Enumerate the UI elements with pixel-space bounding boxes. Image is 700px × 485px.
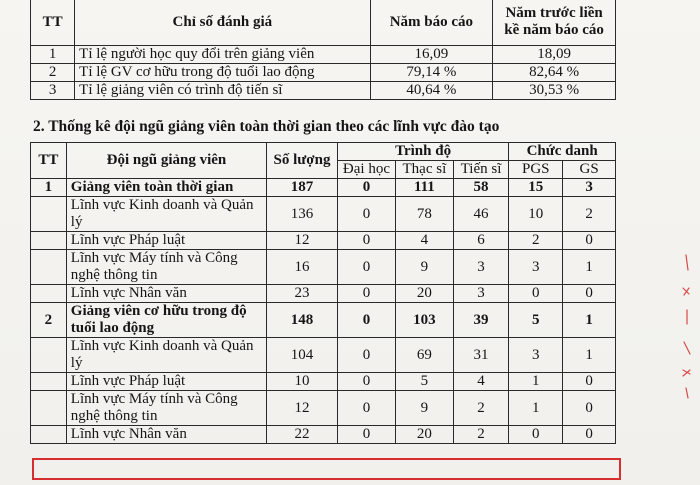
staff-row <box>31 303 616 338</box>
row-doctor: 3 <box>453 285 509 303</box>
col-pgs: PGS <box>509 161 563 179</box>
summary-row <box>31 82 616 100</box>
row-gs: 0 <box>563 426 616 444</box>
row-gs: 0 <box>563 285 616 303</box>
row-current: 79,14 % <box>370 64 493 82</box>
row-tt <box>31 426 67 444</box>
staff-row <box>31 232 616 250</box>
staff-row <box>31 426 616 444</box>
row-current: 40,64 % <box>370 82 493 100</box>
row-master: 5 <box>396 373 454 391</box>
staff-row <box>31 338 616 373</box>
staff-row <box>31 373 616 391</box>
staff-header-row <box>31 143 616 161</box>
row-name: Tỉ lệ người học quy đổi trên giảng viên <box>75 46 370 64</box>
row-gs: 1 <box>563 250 616 285</box>
staff-row <box>31 250 616 285</box>
row-name: Lĩnh vực Pháp luật <box>66 232 266 250</box>
col-tt: TT <box>31 0 75 46</box>
row-tt: 3 <box>31 82 75 100</box>
row-previous: 30,53 % <box>493 82 616 100</box>
row-doctor: 6 <box>453 232 509 250</box>
col-previous-year: Năm trước liền kề năm báo cáo <box>493 0 616 46</box>
col-quantity: Số lượng <box>267 143 338 179</box>
row-name: Lĩnh vực Máy tính và Công nghệ thông tin <box>66 391 266 426</box>
col-title-group: Chức danh <box>509 143 616 161</box>
row-name: Lĩnh vực Nhân văn <box>66 285 266 303</box>
row-previous: 82,64 % <box>493 64 616 82</box>
row-doctor: 2 <box>453 426 509 444</box>
row-pgs: 2 <box>509 232 563 250</box>
row-tt: 2 <box>31 303 67 338</box>
row-university: 0 <box>337 338 395 373</box>
row-doctor: 3 <box>453 250 509 285</box>
row-gs: 0 <box>563 373 616 391</box>
row-master: 20 <box>396 285 454 303</box>
staff-table <box>30 142 616 444</box>
row-previous: 18,09 <box>493 46 616 64</box>
margin-marks <box>678 250 696 400</box>
row-tt <box>31 232 67 250</box>
col-level-group: Trình độ <box>337 143 508 161</box>
row-quantity: 23 <box>267 285 338 303</box>
row-name: Tỉ lệ giảng viên có trình độ tiến sĩ <box>75 82 370 100</box>
row-quantity: 22 <box>267 426 338 444</box>
row-doctor: 2 <box>453 391 509 426</box>
row-name: Lĩnh vực Kinh doanh và Quản lý <box>66 338 266 373</box>
summary-row <box>31 46 616 64</box>
row-pgs: 0 <box>509 285 563 303</box>
staff-row <box>31 391 616 426</box>
row-name: Lĩnh vực Kinh doanh và Quản lý <box>66 197 266 232</box>
col-staff: Đội ngũ giảng viên <box>66 143 266 179</box>
row-tt <box>31 285 67 303</box>
row-gs: 0 <box>563 391 616 426</box>
row-university: 0 <box>337 197 395 232</box>
summary-row <box>31 64 616 82</box>
row-pgs: 10 <box>509 197 563 232</box>
row-gs: 3 <box>563 179 616 197</box>
row-name: Giảng viên cơ hữu trong độ tuổi lao động <box>66 303 266 338</box>
row-pgs: 15 <box>509 179 563 197</box>
col-indicator: Chỉ số đánh giá <box>75 0 370 46</box>
row-doctor: 4 <box>453 373 509 391</box>
row-name: Lĩnh vực Pháp luật <box>66 373 266 391</box>
staff-row <box>31 179 616 197</box>
row-master: 9 <box>396 250 454 285</box>
row-quantity: 10 <box>267 373 338 391</box>
row-quantity: 148 <box>267 303 338 338</box>
row-tt <box>31 197 67 232</box>
row-current: 16,09 <box>370 46 493 64</box>
col-tt: TT <box>31 143 67 179</box>
row-tt <box>31 373 67 391</box>
col-doctor: Tiến sĩ <box>453 161 509 179</box>
row-tt: 1 <box>31 179 67 197</box>
row-university: 0 <box>337 303 395 338</box>
row-university: 0 <box>337 391 395 426</box>
row-pgs: 1 <box>509 373 563 391</box>
summary-header-row <box>31 0 616 46</box>
section-heading: 2. Thống kê đội ngũ giảng viên toàn thời gian theo các lĩnh vực đào tạo <box>33 118 500 135</box>
row-tt <box>31 391 67 426</box>
row-pgs: 3 <box>509 338 563 373</box>
row-gs: 1 <box>563 338 616 373</box>
row-doctor: 58 <box>453 179 509 197</box>
row-quantity: 12 <box>267 391 338 426</box>
row-quantity: 16 <box>267 250 338 285</box>
summary-table <box>30 0 616 100</box>
highlight-box <box>32 458 621 480</box>
staff-row <box>31 197 616 232</box>
row-master: 78 <box>396 197 454 232</box>
row-tt: 2 <box>31 64 75 82</box>
row-university: 0 <box>337 373 395 391</box>
row-tt: 1 <box>31 46 75 64</box>
row-quantity: 12 <box>267 232 338 250</box>
col-current-year: Năm báo cáo <box>370 0 493 46</box>
row-university: 0 <box>337 426 395 444</box>
row-master: 111 <box>396 179 454 197</box>
col-master: Thạc sĩ <box>396 161 454 179</box>
row-university: 0 <box>337 285 395 303</box>
row-university: 0 <box>337 232 395 250</box>
row-master: 103 <box>396 303 454 338</box>
row-pgs: 1 <box>509 391 563 426</box>
row-gs: 0 <box>563 232 616 250</box>
row-university: 0 <box>337 179 395 197</box>
row-quantity: 187 <box>267 179 338 197</box>
staff-table-body <box>31 179 616 444</box>
row-doctor: 46 <box>453 197 509 232</box>
row-name: Lĩnh vực Máy tính và Công nghệ thông tin <box>66 250 266 285</box>
row-quantity: 136 <box>267 197 338 232</box>
row-quantity: 104 <box>267 338 338 373</box>
row-pgs: 3 <box>509 250 563 285</box>
row-name: Tỉ lệ GV cơ hữu trong độ tuổi lao động <box>75 64 370 82</box>
row-tt <box>31 250 67 285</box>
row-doctor: 31 <box>453 338 509 373</box>
col-university: Đại học <box>337 161 395 179</box>
col-gs: GS <box>563 161 616 179</box>
staff-row <box>31 285 616 303</box>
row-university: 0 <box>337 250 395 285</box>
row-pgs: 5 <box>509 303 563 338</box>
row-master: 69 <box>396 338 454 373</box>
row-gs: 1 <box>563 303 616 338</box>
row-doctor: 39 <box>453 303 509 338</box>
row-master: 4 <box>396 232 454 250</box>
row-gs: 2 <box>563 197 616 232</box>
row-name: Lĩnh vực Nhân văn <box>66 426 266 444</box>
row-pgs: 0 <box>509 426 563 444</box>
row-master: 20 <box>396 426 454 444</box>
row-name: Giảng viên toàn thời gian <box>66 179 266 197</box>
row-master: 9 <box>396 391 454 426</box>
row-tt <box>31 338 67 373</box>
